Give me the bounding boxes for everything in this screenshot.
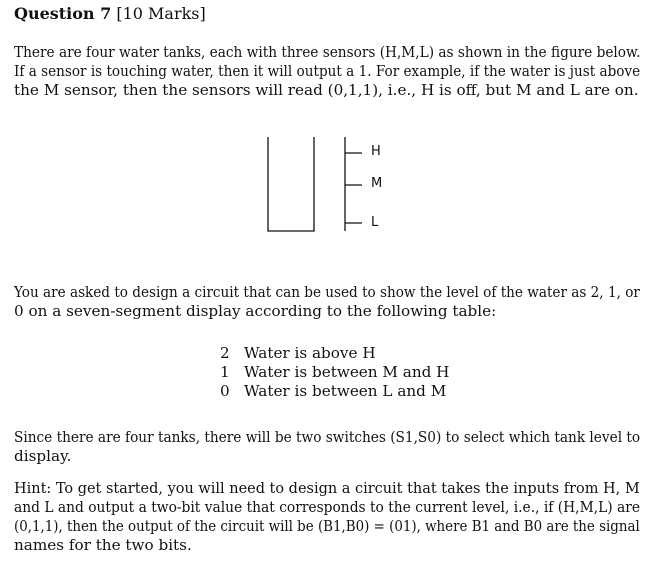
tanks-line: Since there are four tanks, there will be two switches (S1,S0) to select which tank level to	[14, 428, 641, 446]
design-paragraph	[14, 283, 640, 321]
question-marks: [10 Marks]	[116, 4, 206, 23]
level-row	[214, 382, 449, 401]
level-row	[214, 344, 449, 363]
level-row	[214, 363, 449, 382]
level-table	[214, 344, 449, 401]
hint-line: Hint: To get started, you will need to design a circuit that takes the inputs from H, M	[14, 479, 640, 497]
sensor-l-label: L	[371, 215, 379, 230]
level-description: Water is between L and M	[244, 382, 447, 400]
design-line: 0 on a seven-segment display according to the following table:	[14, 302, 497, 320]
intro-line: If a sensor is touching water, then it will output a 1. For example, if the water is just above	[14, 62, 641, 80]
hint-paragraph	[14, 479, 640, 555]
level-description: Water is between M and H	[244, 363, 450, 381]
level-description: Water is above H	[244, 344, 376, 362]
tank-figure	[262, 132, 392, 240]
intro-line: There are four water tanks, each with three sensors (H,M,L) as shown in the figure below.	[14, 43, 641, 61]
tanks-line: display.	[14, 447, 72, 465]
hint-line: (0,1,1), then the output of the circuit will be (B1,B0) = (01), where B1 and B0 are the signal	[14, 517, 640, 535]
tanks-paragraph	[14, 428, 640, 466]
design-line: You are asked to design a circuit that can be used to show the level of the water as 2, 1, or	[14, 283, 640, 301]
tank-outline	[268, 137, 314, 231]
hint-line: and L and output a two-bit value that corresponds to the current level, i.e., if (H,M,L) are	[14, 498, 641, 516]
level-value: 1	[220, 363, 230, 381]
hint-line: names for the two bits.	[14, 536, 192, 554]
level-value: 0	[220, 382, 230, 400]
intro-paragraph	[14, 43, 640, 100]
level-value: 2	[220, 344, 230, 362]
question-heading	[14, 4, 206, 24]
intro-line: the M sensor, then the sensors will read (0,1,1), i.e., H is off, but M and L are on.	[14, 81, 639, 99]
question-title: Question 7	[14, 4, 112, 23]
sensor-m-label: M	[371, 176, 383, 191]
sensor-h-label: H	[371, 144, 381, 159]
